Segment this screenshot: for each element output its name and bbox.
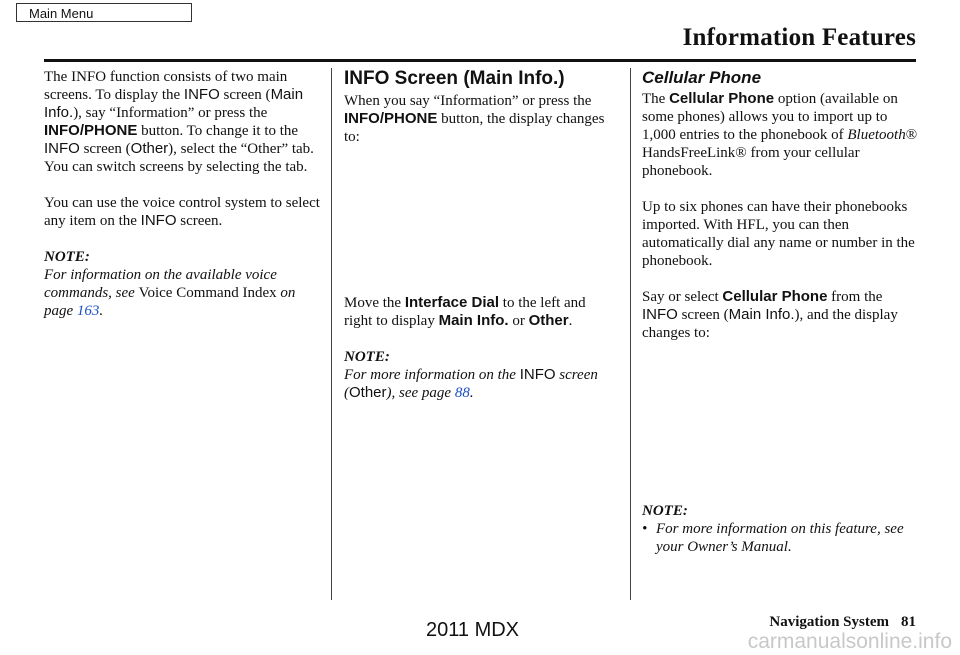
text: or	[508, 313, 529, 329]
main-menu-button[interactable]: Main Menu	[16, 3, 192, 22]
column-cellular-phone	[642, 68, 918, 556]
text: .	[568, 313, 573, 329]
page-link-163[interactable]: 163	[76, 303, 100, 319]
text: ), and the display changes to:	[642, 307, 898, 341]
ui-term: INFO	[44, 140, 80, 157]
reference-title: Voice Command Index	[138, 285, 277, 301]
ui-term: Other	[349, 384, 387, 401]
text: The	[642, 91, 670, 107]
ui-term: Main Info.	[728, 306, 795, 323]
page-number: 81	[901, 614, 916, 630]
text: Say or select	[642, 289, 723, 305]
text: button, the display changes to:	[344, 111, 605, 145]
text: ), say “Information” or press the	[73, 105, 268, 121]
text: For information on the available voice commands, see	[44, 267, 277, 301]
text: .	[99, 303, 104, 319]
text: on page	[44, 285, 296, 319]
text: ), select the “Other” tab. You can switch screens by selecting the tab.	[44, 141, 314, 175]
note-label: NOTE:	[44, 249, 90, 265]
text: ), see page	[386, 385, 455, 401]
text: button. To change it to the	[137, 123, 299, 139]
text: .	[469, 385, 474, 401]
text: screen (	[344, 367, 598, 401]
phones-paragraph: Up to six phones can have their phonebooks imported. With HFL, you can then automatically dial any name or number in the phonebook.	[642, 199, 915, 269]
button-name: /	[379, 110, 385, 127]
text: You can use the voice control system to select any item on the	[44, 195, 320, 229]
select-cellular-paragraph	[642, 288, 918, 342]
text: screen (	[677, 307, 729, 323]
bullet-mark: •	[642, 521, 648, 537]
button-name: INFO	[344, 110, 380, 127]
footer-navigation	[769, 614, 916, 631]
info-intro-paragraph	[344, 92, 616, 146]
ui-term: Other	[130, 140, 169, 157]
interface-dial-paragraph	[344, 294, 616, 330]
text: option (available on some phones) allows you to import up to 1,000 entries to the phonebook of	[642, 91, 898, 143]
ui-term: INFO	[183, 86, 220, 103]
column-intro	[44, 68, 320, 320]
button-name: /	[79, 122, 85, 139]
footer-model: 2011 MDX	[426, 619, 520, 641]
text: Move the	[344, 295, 405, 311]
section-heading: INFO Screen (Main Info.)	[344, 68, 565, 89]
ui-term: INFO	[140, 212, 177, 229]
ui-term: INFO	[519, 366, 556, 383]
ui-term: Other	[528, 312, 569, 329]
column-info-screen	[344, 68, 616, 402]
page-title: Information Features	[682, 24, 916, 51]
control-name: Interface Dial	[404, 294, 500, 311]
cellular-intro-paragraph	[642, 90, 918, 180]
ui-term: Main Info.	[44, 86, 304, 121]
option-name: Cellular Phone	[722, 288, 828, 305]
column-divider-1	[331, 68, 332, 600]
brand-term: Bluetooth	[847, 127, 906, 143]
ui-term: Main Info.	[438, 312, 509, 329]
note-bullet	[642, 520, 918, 556]
ui-term: INFO	[642, 306, 678, 323]
intro-paragraph	[44, 68, 320, 176]
button-name: PHONE	[384, 110, 438, 127]
page-link-88[interactable]: 88	[454, 385, 470, 401]
button-name: INFO	[44, 122, 80, 139]
text: to the left and right to display	[344, 295, 586, 329]
text: When you say “Information” or press the	[344, 93, 592, 109]
footer-nav-label: Navigation System	[769, 614, 889, 630]
column-divider-2	[630, 68, 631, 600]
text: screen (	[79, 141, 131, 157]
text: from the	[827, 289, 883, 305]
screen-image-placeholder	[344, 146, 616, 294]
option-name: Cellular Phone	[669, 90, 775, 107]
note-text	[44, 266, 320, 320]
screen-image-placeholder	[642, 342, 918, 502]
voice-control-paragraph	[44, 194, 320, 230]
text: screen.	[176, 213, 223, 229]
note-label: NOTE:	[642, 503, 688, 519]
text: For more information on the	[344, 367, 520, 383]
button-name: PHONE	[84, 122, 138, 139]
subsection-heading: Cellular Phone	[642, 68, 762, 87]
note-text	[344, 366, 616, 402]
text: ® HandsFreeLink® from your cellular phonebook.	[642, 127, 918, 179]
note-label: NOTE:	[344, 349, 390, 365]
header-rule	[44, 59, 916, 62]
watermark: carmanualsonline.info	[747, 630, 952, 653]
bullet-text: For more information on this feature, see your Owner’s Manual.	[656, 521, 904, 555]
text: screen (	[219, 87, 271, 103]
text: The INFO function consists of two main screens. To display the	[44, 69, 288, 103]
